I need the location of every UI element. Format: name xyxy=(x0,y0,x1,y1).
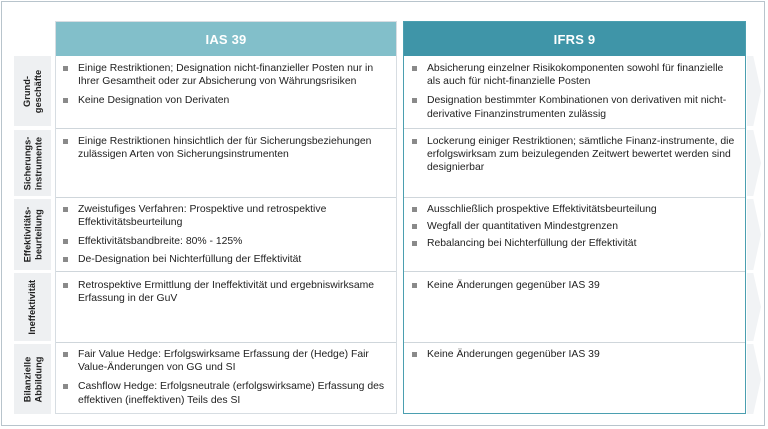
square-bullet-icon xyxy=(412,139,417,144)
square-bullet-icon xyxy=(63,352,68,357)
row-divider xyxy=(56,271,396,272)
list-item: Rebalancing bei Nichterfüllung der Effektivität xyxy=(412,237,738,250)
row-divider xyxy=(404,342,745,343)
ifrs9-cell-bilanzielle-abbildung xyxy=(412,348,738,361)
square-bullet-icon xyxy=(412,352,417,357)
square-bullet-icon xyxy=(412,207,417,212)
row-divider xyxy=(56,342,396,343)
row-label-effektivitaetsbeurteilung: Effektivitäts- beurteilung xyxy=(14,199,51,270)
list-item: Fair Value Hedge: Erfolgswirksame Erfassung der (Hedge) Fair Value-Änderungen von GG und SI xyxy=(63,348,385,374)
row-label-ineffektivitaet: Ineffektivität xyxy=(14,273,51,341)
list-item: Zweistufiges Verfahren: Prospektive und retrospektive Effektivitätsbeurteilung xyxy=(63,203,385,229)
square-bullet-icon xyxy=(412,98,417,103)
list-item: Effektivitätsbandbreite: 80% - 125% xyxy=(63,235,385,248)
list-item: Keine Änderungen gegenüber IAS 39 xyxy=(412,279,738,292)
list-item: Wegfall der quantitativen Mindestgrenzen xyxy=(412,220,738,233)
list-item: Lockerung einiger Restriktionen; sämtliche Finanz-instrumente, die erfolgswirksam zum beizulegenden Zeitwert bewertet werden sind designierbar xyxy=(412,135,738,175)
list-item: Keine Designation von Derivaten xyxy=(63,94,385,107)
square-bullet-icon xyxy=(63,257,68,262)
row-divider xyxy=(56,128,396,129)
square-bullet-icon xyxy=(63,384,68,389)
list-item: Designation bestimmter Kombinationen von derivativen mit nicht-derivative Finanzinstrumenten zulässig xyxy=(412,94,738,120)
ifrs9-cell-ineffektivitaet xyxy=(412,279,738,292)
list-item: Cashflow Hedge: Erfolgsneutrale (erfolgswirksame) Erfassung des effektiven (ineffektiven) Teils des SI xyxy=(63,380,385,406)
ias39-cell-effektivitaetsbeurteilung xyxy=(63,203,385,266)
square-bullet-icon xyxy=(63,283,68,288)
square-bullet-icon xyxy=(412,224,417,229)
square-bullet-icon xyxy=(412,241,417,246)
list-item: De-Designation bei Nichterfüllung der Effektivität xyxy=(63,253,385,266)
row-divider xyxy=(56,197,396,198)
ifrs9-cell-effektivitaetsbeurteilung xyxy=(412,203,738,251)
ifrs9-header: IFRS 9 xyxy=(404,22,745,56)
square-bullet-icon xyxy=(63,239,68,244)
list-item: Einige Restriktionen hinsichtlich der für Sicherungsbeziehungen zulässigen Arten von Sicherungsinstrumenten xyxy=(63,135,385,161)
square-bullet-icon xyxy=(412,283,417,288)
row-divider xyxy=(404,128,745,129)
square-bullet-icon xyxy=(412,66,417,71)
list-item: Ausschließlich prospektive Effektivitätsbeurteilung xyxy=(412,203,738,216)
square-bullet-icon xyxy=(63,207,68,212)
row-divider xyxy=(404,197,745,198)
list-item: Keine Änderungen gegenüber IAS 39 xyxy=(412,348,738,361)
list-item: Retrospektive Ermittlung der Ineffektivität und ergebniswirksame Erfassung in der GuV xyxy=(63,279,385,305)
ias39-cell-bilanzielle-abbildung xyxy=(63,348,385,407)
row-label-bilanzielle-abbildung: Bilanzielle Abbildung xyxy=(14,344,51,414)
ias39-header: IAS 39 xyxy=(56,22,396,56)
list-item: Absicherung einzelner Risikokomponenten sowohl für finanzielle als auch für nicht-finanzielle Posten xyxy=(412,62,738,88)
square-bullet-icon xyxy=(63,66,68,71)
row-label-sicherungsinstrumente: Sicherungs- instrumente xyxy=(14,130,51,196)
ifrs9-cell-sicherungsinstrumente xyxy=(412,135,738,175)
square-bullet-icon xyxy=(63,139,68,144)
row-divider xyxy=(404,271,745,272)
list-item: Einige Restriktionen; Designation nicht-finanzieller Posten nur in Ihrer Gesamtheit oder zur Absicherung von Währungsrisiken xyxy=(63,62,385,88)
ias39-cell-grundgeschaefte xyxy=(63,62,385,108)
ias39-cell-ineffektivitaet xyxy=(63,279,385,305)
row-label-grundgeschaefte: Grund- geschäfte xyxy=(14,56,51,126)
ias39-cell-sicherungsinstrumente xyxy=(63,135,385,161)
ifrs9-cell-grundgeschaefte xyxy=(412,62,738,121)
square-bullet-icon xyxy=(63,98,68,103)
